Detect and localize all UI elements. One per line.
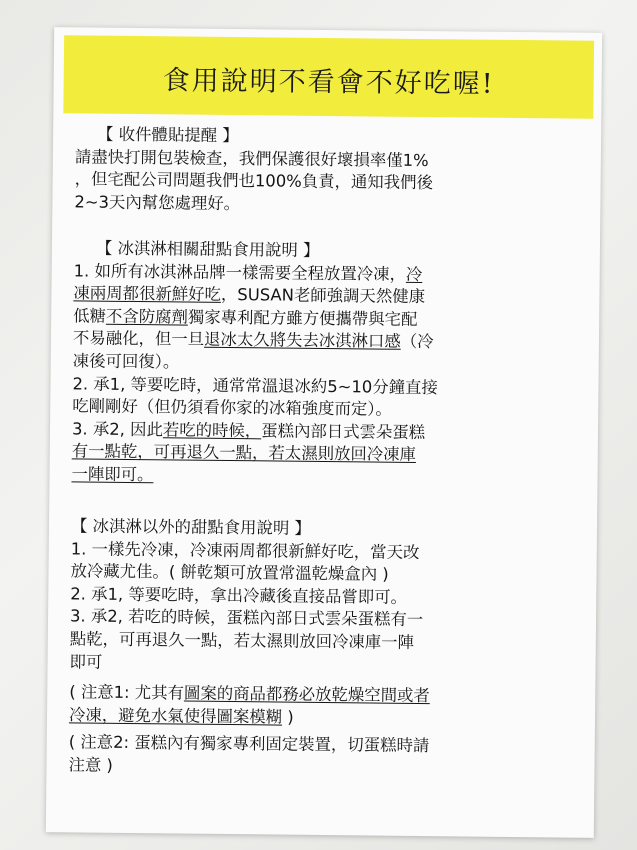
section-delivery-reminder [74,123,595,219]
text-segment: 不易融化，但一旦 [72,328,205,350]
section-heading: 【 冰淇淋相關甜點食用說明 】 [95,238,320,260]
text-line: 2. 承1, 等要吃時，通常常溫退冰約5~10分鐘直接 [72,373,438,397]
text-line: 3. 承2, 若吃的時候，蛋糕內部日式雲朵蛋糕有一 [69,606,424,630]
section-heading: 【 冰淇淋以外的甜點食用說明 】 [70,516,311,538]
section-icecream-instructions [71,237,594,491]
section-heading: 【 收件體貼提醒 】 [97,124,239,146]
text-segment: 1. 如所有冰淇淋品牌一樣需要全程放置冷凍， [73,260,407,284]
underlined-text: 冷 [405,264,423,284]
text-segment: ( 注意1: 尤其有 [69,682,185,703]
underlined-text: 不含防腐劑 [105,306,189,327]
text-segment: ) [282,707,294,727]
text-segment: 蛋糕內部日式雲朵蛋糕 [261,421,426,442]
text-line: 一陣即可。 [71,464,154,485]
text-segment: ，SUSAN老師強調天然健康 [220,285,426,307]
text-line [69,704,589,732]
underlined-text: 圖案的商品都務必放乾燥空間或者 [183,683,430,706]
text-line: 注意 ) [68,754,113,775]
text-line: 即可 [69,651,103,672]
instruction-paper [46,27,602,838]
text-line: 凍後可回復）。 [72,351,180,372]
text-line: 請盡快打開包裝檢查，我們保護很好壞損率僅1% [74,146,429,170]
text-line: 2. 承1, 等要吃時，拿出冷藏後直接品嘗即可。 [70,584,408,607]
underlined-text: 凍兩周都很新鮮好吃 [73,283,222,305]
text-segment: 獨家專利配方雖方便攜帶與宅配 [187,307,418,329]
banner-title: 食用說明不看會不好吃喔! [162,65,495,100]
section-other-desserts [69,515,591,679]
text-line: 1. 一樣先冷凍，冷凍兩周都很新鮮好吃，當天改 [70,538,420,562]
text-line: 點乾，可再退久一點，若太濕則放回冷凍庫一陣 [69,629,415,652]
text-line: 有一點乾，可再退久一點，若太濕則放回冷凍庫 [71,441,417,465]
underlined-text: 冷凍，避免水氣使得圖案模糊 [68,704,283,727]
underlined-text: 若吃的時候， [162,420,262,441]
text-segment: 低糖 [73,306,107,326]
underlined-text: 退冰太久將失去冰淇淋口感 [203,330,401,352]
note-1 [69,681,589,732]
text-line: ，但宅配公司問題我們也100%負責，通知我們後 [74,169,434,193]
text-segment: （冷 [400,332,434,352]
text-segment: 3. 承2, 因此 [71,419,163,440]
text-line: ( 注意2: 蛋糕內有獨家專利固定裝置，切蛋糕時請 [68,732,430,756]
note-2 [68,731,588,782]
text-line: 放冷藏尤佳。( 餅乾類可放置常溫乾燥盒內 ) [70,561,389,584]
text-line: 吃剛剛好（但仍須看你家的冰箱強度而定）。 [72,396,392,419]
text-line: 2~3天內幫您處理好。 [74,192,241,213]
title-banner [63,35,594,119]
